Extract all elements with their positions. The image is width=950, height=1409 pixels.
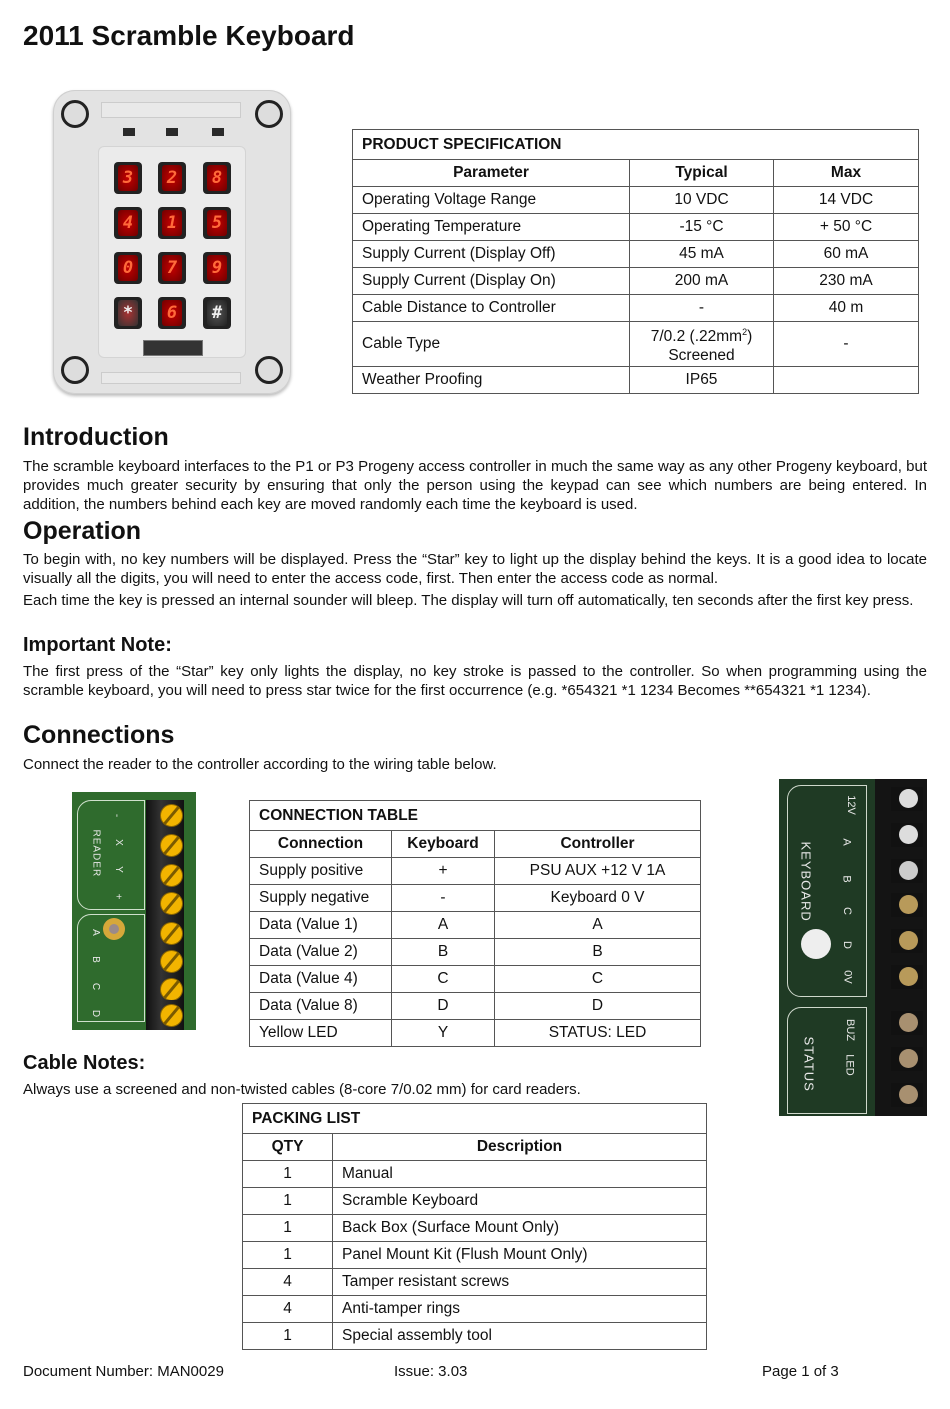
packing-list-table [242, 1103, 707, 1350]
star-key: * [114, 297, 142, 329]
document-number: Document Number: MAN0029 [23, 1363, 224, 1380]
terminal-screw-icon [146, 888, 184, 918]
table-row: Data (Value 8) D D [250, 993, 701, 1020]
table-row: Data (Value 2) B B [250, 939, 701, 966]
keyboard-label: KEYBOARD [798, 841, 814, 922]
introduction-text: The scramble keyboard interfaces to the P1 or P3 Progeny access controller in much the same way as any other Progeny keyboard, but provides much greater security by ensuring that only the person using the keypad can see which numbers are being entered. In addition, the numbers behind each key are moved randomly each time the keyboard is used. [23, 458, 927, 513]
terminal-screw-icon [891, 823, 923, 847]
terminal-screw-icon [146, 918, 184, 948]
operation-text-2: Each time the key is pressed an internal sounder will bleep. The display will turn off automatically, ten seconds after the first key press. [23, 592, 914, 609]
page-title: 2011 Scramble Keyboard [23, 20, 355, 51]
table-row: Supply Current (Display Off) 45 mA 60 mA [353, 241, 919, 268]
terminal-screw-icon [146, 830, 184, 860]
reader-label: READER [90, 829, 102, 878]
table-row: Data (Value 1) A A [250, 912, 701, 939]
terminal-screw-icon [146, 860, 184, 890]
mounting-hole [103, 918, 125, 940]
screw-icon [61, 100, 89, 128]
screw-icon [61, 356, 89, 384]
table-row: Supply positive + PSU AUX +12 V 1A [250, 858, 701, 885]
hash-key: # [203, 297, 231, 329]
column-header: Controller [495, 831, 701, 858]
terminal-screw-icon [891, 965, 923, 989]
keypad-key: 7 [158, 252, 186, 284]
table-row: Cable Distance to Controller - 40 m [353, 295, 919, 322]
mounting-hole [801, 929, 831, 959]
indicator-led [212, 128, 224, 136]
controller-pcb-image: KEYBOARD STATUS 12V A B C D 0V BUZ LED [779, 779, 927, 1116]
table-row: 1 Back Box (Surface Mount Only) [243, 1215, 707, 1242]
section-heading-introduction: Introduction [23, 423, 169, 451]
reader-window [143, 340, 203, 356]
keypad-key: 1 [158, 207, 186, 239]
reader-pcb-image: READER - X Y + A B C D [72, 792, 196, 1030]
table-title: PACKING LIST [243, 1104, 707, 1134]
terminal-screw-icon [891, 893, 923, 917]
operation-text-1: To begin with, no key numbers will be displayed. Press the “Star” key to light up the display behind the keys. It is a good idea to locate visually all the digits, you will need to enter the access code, first. Then enter the access code as normal. [23, 551, 927, 587]
top-strip [101, 102, 241, 118]
column-header: Connection [250, 831, 392, 858]
keypad-key: 6 [158, 297, 186, 329]
issue-number: Issue: 3.03 [394, 1363, 468, 1380]
terminal-screw-icon [891, 787, 923, 811]
table-row: Yellow LED Y STATUS: LED [250, 1020, 701, 1047]
keypad-product-image [53, 90, 291, 394]
keypad-key: 0 [114, 252, 142, 284]
table-row: 4 Tamper resistant screws [243, 1269, 707, 1296]
keypad-key: 2 [158, 162, 186, 194]
table-row: Data (Value 4) C C [250, 966, 701, 993]
table-row: 4 Anti-tamper rings [243, 1296, 707, 1323]
connections-text: Connect the reader to the controller according to the wiring table below. [23, 756, 497, 773]
keypad-key: 5 [203, 207, 231, 239]
keypad-key: 9 [203, 252, 231, 284]
column-header: Description [333, 1134, 707, 1161]
table-row: Cable Type 7/0.2 $(.22mm^2)$ Screened - [353, 322, 919, 367]
screw-icon [255, 100, 283, 128]
section-heading-cable-notes: Cable Notes: [23, 1052, 146, 1074]
section-heading-important-note: Important Note: [23, 634, 172, 656]
terminal-screw-icon [891, 859, 923, 883]
terminal-screw-icon [146, 800, 184, 830]
terminal-screw-icon [891, 1011, 923, 1035]
table-row: Supply Current (Display On) 200 mA 230 mA [353, 268, 919, 295]
section-heading-connections: Connections [23, 721, 175, 749]
terminal-screw-icon [146, 1000, 184, 1030]
indicator-led [166, 128, 178, 136]
column-header: QTY [243, 1134, 333, 1161]
cable-type-cell: 7/0.2 $(.22mm^2)$ Screened [630, 322, 774, 367]
table-title: CONNECTION TABLE [250, 801, 701, 831]
table-row: 1 Scramble Keyboard [243, 1188, 707, 1215]
table-row: Weather Proofing IP65 [353, 367, 919, 394]
cable-notes-text: Always use a screened and non-twisted cables (8-core 7/0.02 mm) for card readers. [23, 1081, 581, 1098]
screw-icon [255, 356, 283, 384]
page-number: Page 1 of 3 [762, 1363, 839, 1380]
table-row: Operating Temperature -15 °C + 50 °C [353, 214, 919, 241]
column-header: Keyboard [392, 831, 495, 858]
table-row: 1 Manual [243, 1161, 707, 1188]
connection-table [249, 800, 701, 1047]
keypad-key: 4 [114, 207, 142, 239]
terminal-screw-icon [891, 929, 923, 953]
table-row: Supply negative - Keyboard 0 V [250, 885, 701, 912]
table-row: 1 Special assembly tool [243, 1323, 707, 1350]
column-header: Max [774, 160, 919, 187]
column-header: Typical [630, 160, 774, 187]
product-spec-table [352, 129, 919, 394]
table-row: Operating Voltage Range 10 VDC 14 VDC [353, 187, 919, 214]
table-row: 1 Panel Mount Kit (Flush Mount Only) [243, 1242, 707, 1269]
important-note-text: The first press of the “Star” key only lights the display, no key stroke is passed to the controller. So when programming using the scramble keyboard, you will need to press star twice for the first occurrence (e.g. *654321 *1 1234 Becomes **654321 *1 1234). [23, 663, 927, 699]
terminal-screw-icon [146, 946, 184, 976]
status-label: STATUS [801, 1036, 817, 1092]
column-header: Parameter [353, 160, 630, 187]
indicator-led [123, 128, 135, 136]
keypad-key: 8 [203, 162, 231, 194]
keypad-key: 3 [114, 162, 142, 194]
table-title: PRODUCT SPECIFICATION [353, 130, 919, 160]
terminal-screw-icon [891, 1047, 923, 1071]
section-heading-operation: Operation [23, 517, 142, 545]
bottom-strip [101, 372, 241, 384]
